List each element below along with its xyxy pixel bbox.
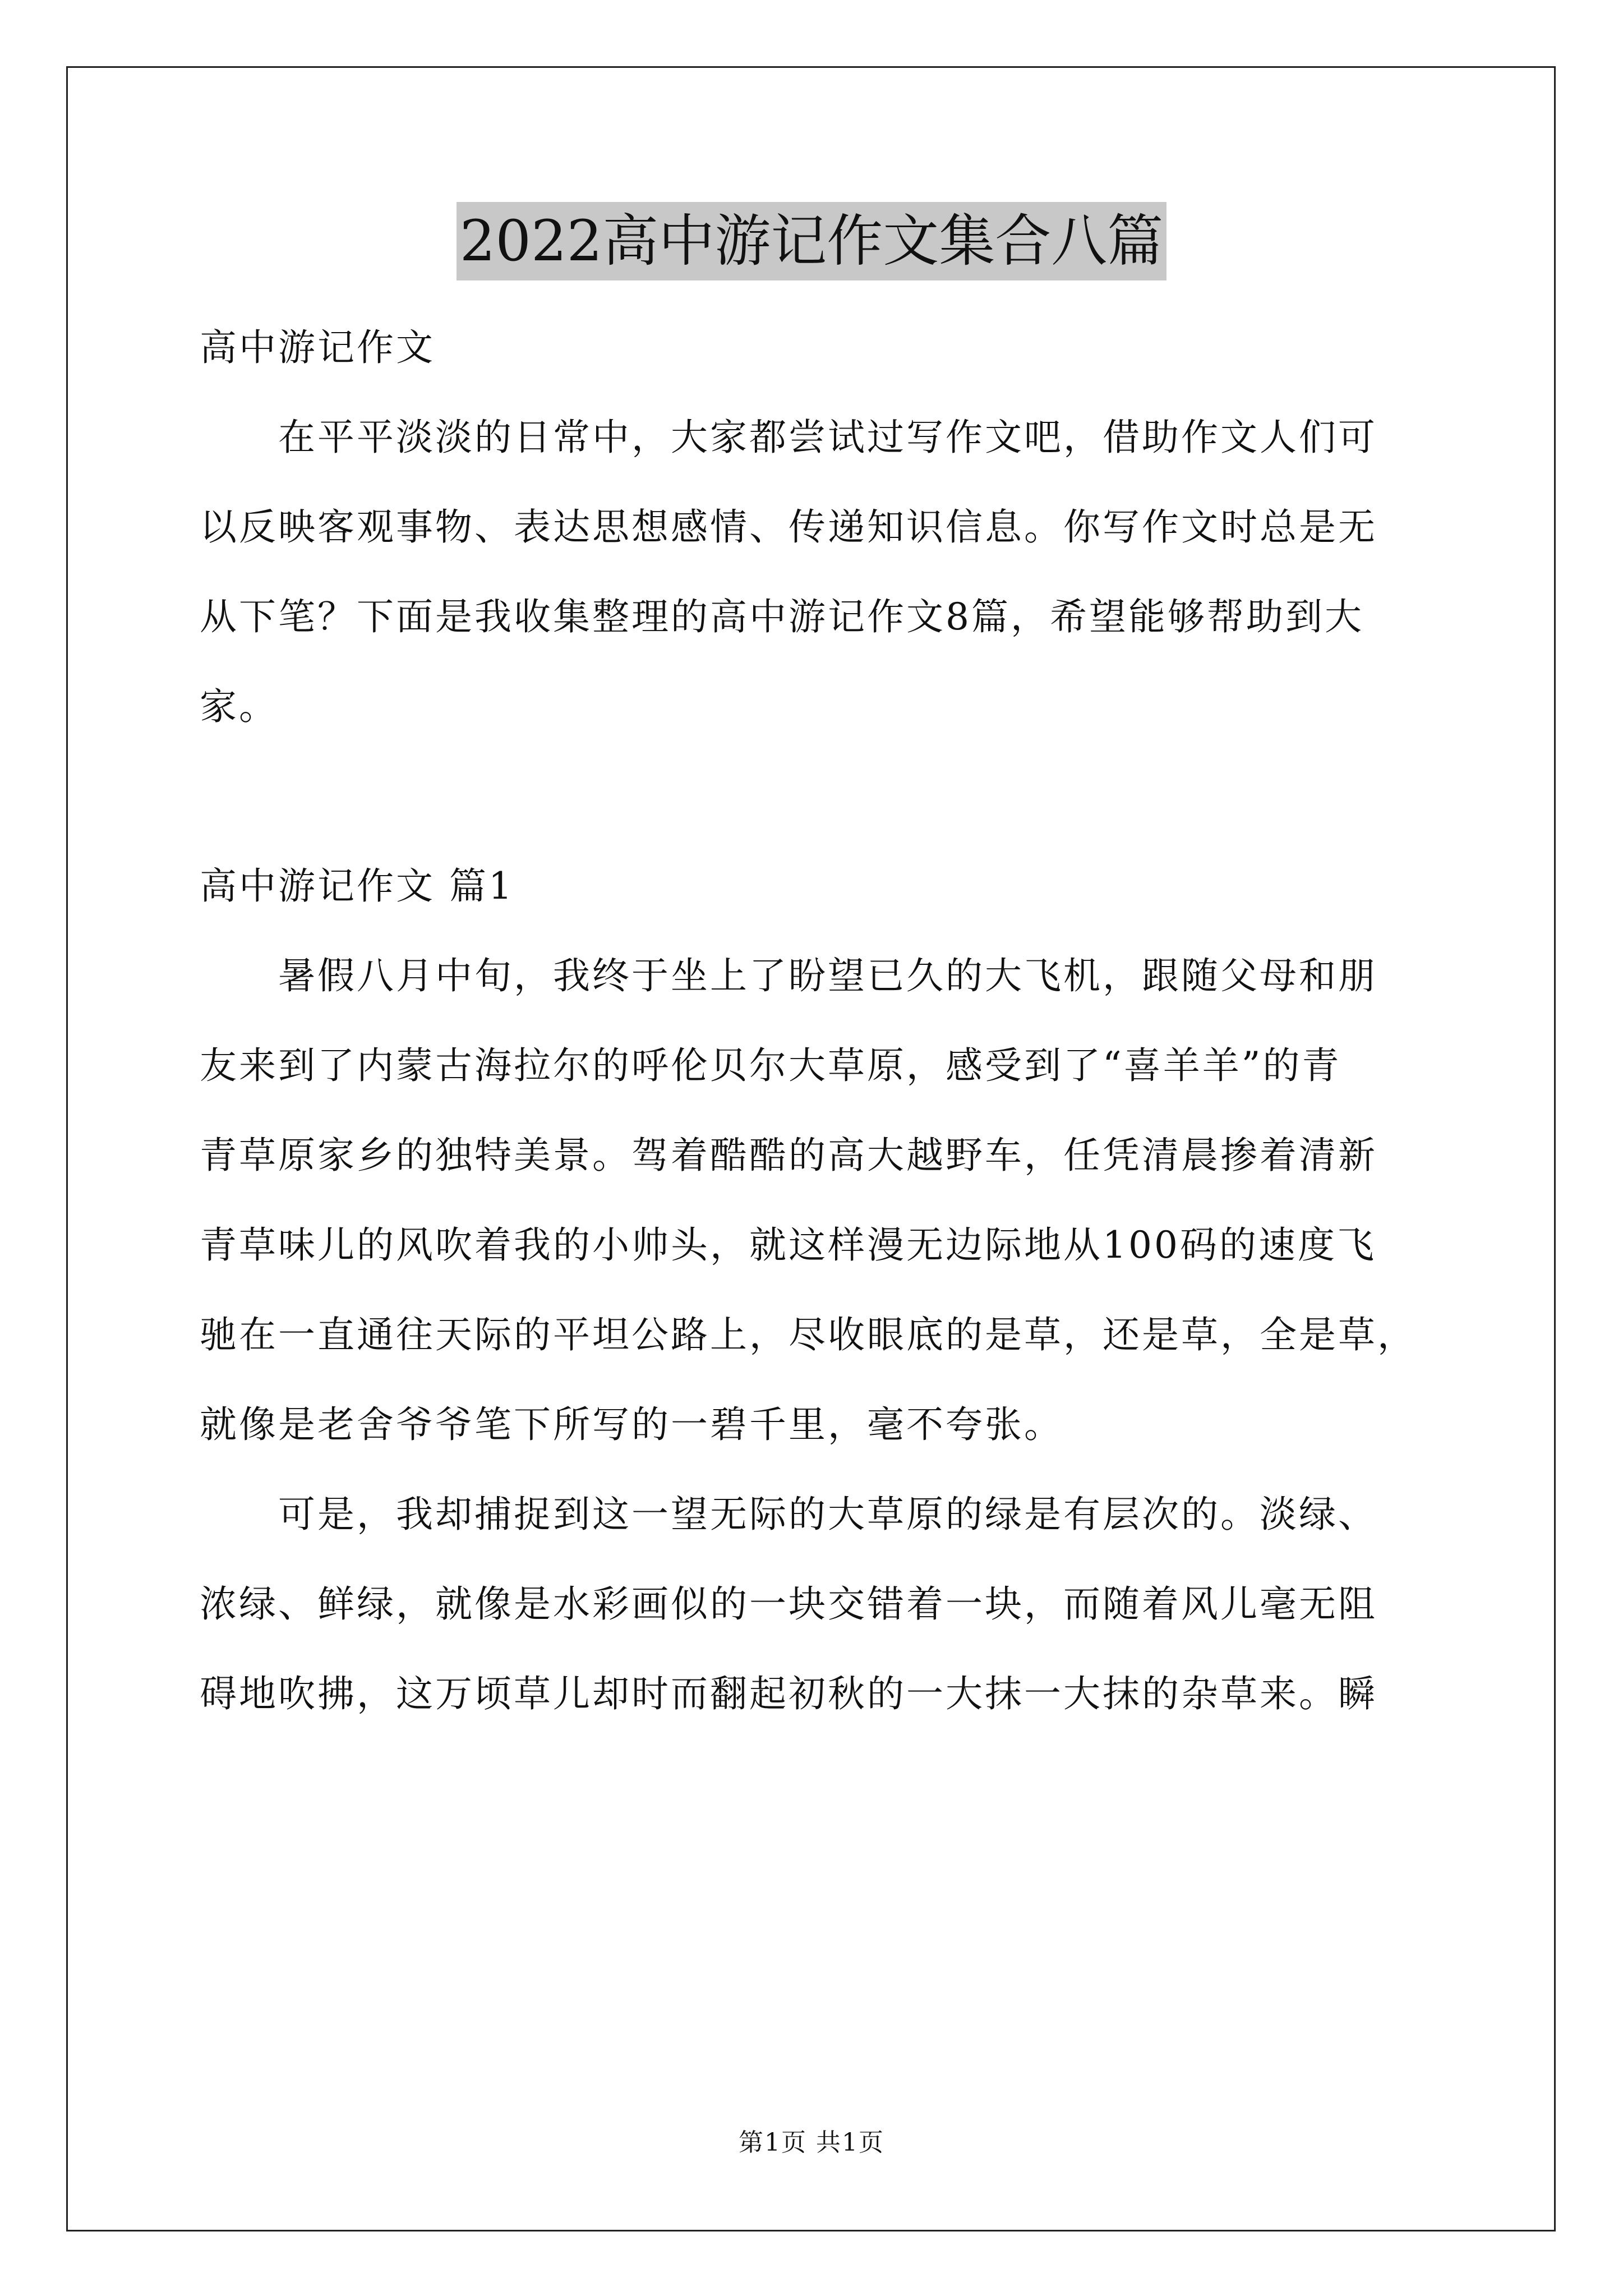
paragraph-line: 就像是老舍爷爷笔下所写的一碧千里，毫不夸张。 bbox=[200, 1403, 1063, 1446]
paragraph-line: 可是，我却捕捉到这一望无际的大草原的绿是有层次的。淡绿、 bbox=[278, 1493, 1377, 1536]
paragraph-line: 碍地吹拂，这万顷草儿却时而翻起初秋的一大抹一大抹的杂草来。瞬 bbox=[200, 1672, 1377, 1715]
paragraph-line: 家。 bbox=[200, 685, 278, 728]
paragraph-line: 以反映客观事物、表达思想感情、传递知识信息。你写作文时总是无 bbox=[200, 505, 1377, 549]
paragraph-line: 从下笔？下面是我收集整理的高中游记作文8篇，希望能够帮助到大 bbox=[200, 595, 1364, 638]
title-container bbox=[0, 202, 1623, 280]
section-heading: 高中游记作文 篇1 bbox=[200, 864, 514, 908]
paragraph-line: 驰在一直通往天际的平坦公路上，尽收眼底的是草，还是草，全是草， bbox=[200, 1313, 1417, 1356]
paragraph-line: 青草味儿的风吹着我的小帅头，就这样漫无边际地从100码的速度飞 bbox=[200, 1223, 1376, 1267]
paragraph-line: 暑假八月中旬，我终于坐上了盼望已久的大飞机，跟随父母和朋 bbox=[278, 954, 1377, 997]
document-title: 2022高中游记作文集合八篇 bbox=[457, 202, 1167, 280]
section-heading: 高中游记作文 bbox=[200, 326, 435, 369]
paragraph-line: 浓绿、鲜绿，就像是水彩画似的一块交错着一块，而随着风儿毫无阻 bbox=[200, 1582, 1377, 1626]
paragraph-line: 青草原家乡的独特美景。驾着酷酷的高大越野车，任凭清晨掺着清新 bbox=[200, 1134, 1377, 1177]
document-body bbox=[200, 303, 1433, 1739]
page-footer: 第1页 共1页 bbox=[739, 2128, 884, 2157]
paragraph-line: 在平平淡淡的日常中，大家都尝试过写作文吧，借助作文人们可 bbox=[278, 416, 1377, 459]
blank-line bbox=[200, 752, 1433, 841]
paragraph-line: 友来到了内蒙古海拉尔的呼伦贝尔大草原，感受到了“喜羊羊”的青 bbox=[200, 1044, 1341, 1087]
